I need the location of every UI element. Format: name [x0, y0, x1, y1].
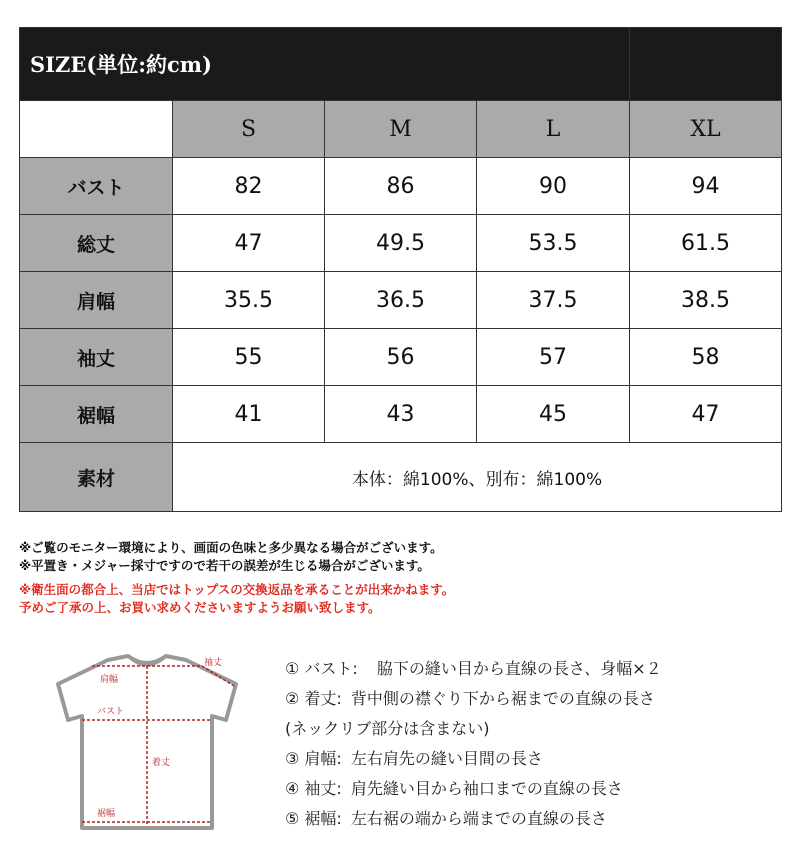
length-label: 着丈 [152, 758, 171, 768]
measure-term: ④ 袖丈: [285, 779, 342, 798]
table-cell: 55 [173, 329, 325, 386]
measure-item-shoulder [285, 744, 662, 774]
table-row-shoulder [20, 272, 782, 329]
hem-label: 裾幅 [97, 809, 116, 819]
corner-cell [20, 101, 173, 158]
note-text: ※ご覧のモニター環境により、画面の色味と多少異なる場合がございます。 [19, 540, 443, 555]
table-cell: 58 [630, 329, 782, 386]
table-cell: 57 [477, 329, 630, 386]
shoulder-label: 肩幅 [100, 675, 119, 685]
red-note-text: ※衛生面の都合上、当店ではトップスの交換返品を承ることが出来かねます。 [19, 582, 455, 597]
measure-term: ② 着丈: [285, 689, 342, 708]
bust-label: バスト [97, 707, 125, 717]
table-cell: 47 [173, 215, 325, 272]
table-cell: 90 [477, 158, 630, 215]
table-title: SIZE(単位:約cm) [20, 28, 630, 101]
sleeve-label: 袖丈 [204, 658, 223, 668]
row-label: 裾幅 [20, 386, 173, 443]
measure-desc: (ネックリブ部分は含まない) [285, 719, 490, 738]
table-cell: 38.5 [630, 272, 782, 329]
table-cell: 86 [325, 158, 477, 215]
table-row-bust [20, 158, 782, 215]
red-note-text: 予めご了承の上、お買い求めくださいますようお願い致します。 [19, 600, 381, 615]
table-row-length [20, 215, 782, 272]
size-header-xl: XL [630, 101, 782, 158]
note-text: ※平置き・メジャー採寸ですので若干の誤差が生じる場合がございます。 [19, 558, 430, 573]
table-row-sleeve [20, 329, 782, 386]
measure-desc: 脇下の縫い目から直線の長さ、身幅×２ [376, 659, 662, 678]
measure-desc: 左右肩先の縫い目間の長さ [350, 749, 543, 768]
size-header-m: M [325, 101, 477, 158]
table-cell: 61.5 [630, 215, 782, 272]
table-row-material [20, 443, 782, 512]
row-label: 素材 [20, 443, 173, 512]
measure-item-bust [285, 654, 662, 684]
measure-desc: 背中側の襟ぐり下から裾までの直線の長さ [350, 689, 655, 708]
measure-desc: 肩先縫い目から袖口までの直線の長さ [350, 779, 623, 798]
measurement-guide [285, 654, 662, 834]
row-label: 袖丈 [20, 329, 173, 386]
notes [19, 539, 454, 617]
table-cell: 49.5 [325, 215, 477, 272]
measure-desc: 左右裾の端から端までの直線の長さ [350, 809, 607, 828]
table-cell: 94 [630, 158, 782, 215]
size-header-row [20, 101, 782, 158]
measure-item-length [285, 684, 662, 714]
table-cell: 35.5 [173, 272, 325, 329]
size-header-l: L [477, 101, 630, 158]
table-cell: 47 [630, 386, 782, 443]
row-label: バスト [20, 158, 173, 215]
table-cell: 53.5 [477, 215, 630, 272]
row-label: 肩幅 [20, 272, 173, 329]
table-cell: 43 [325, 386, 477, 443]
measure-item-hem [285, 804, 662, 834]
tshirt-diagram [52, 648, 242, 838]
table-cell: 82 [173, 158, 325, 215]
table-title-row [20, 28, 782, 101]
measure-item-length-note [285, 714, 662, 744]
size-header-s: S [173, 101, 325, 158]
table-cell: 41 [173, 386, 325, 443]
size-table [19, 27, 782, 512]
table-cell: 56 [325, 329, 477, 386]
table-cell: 36.5 [325, 272, 477, 329]
measure-term: ⑤ 裾幅: [285, 809, 342, 828]
table-row-hem [20, 386, 782, 443]
row-label: 総丈 [20, 215, 173, 272]
title-blank-cell [630, 28, 782, 101]
measure-term: ③ 肩幅: [285, 749, 342, 768]
measure-term: ① バスト: [285, 659, 358, 678]
table-cell: 45 [477, 386, 630, 443]
table-cell: 37.5 [477, 272, 630, 329]
material-value: 本体：綿100%、別布：綿100% [173, 443, 782, 512]
measure-item-sleeve [285, 774, 662, 804]
